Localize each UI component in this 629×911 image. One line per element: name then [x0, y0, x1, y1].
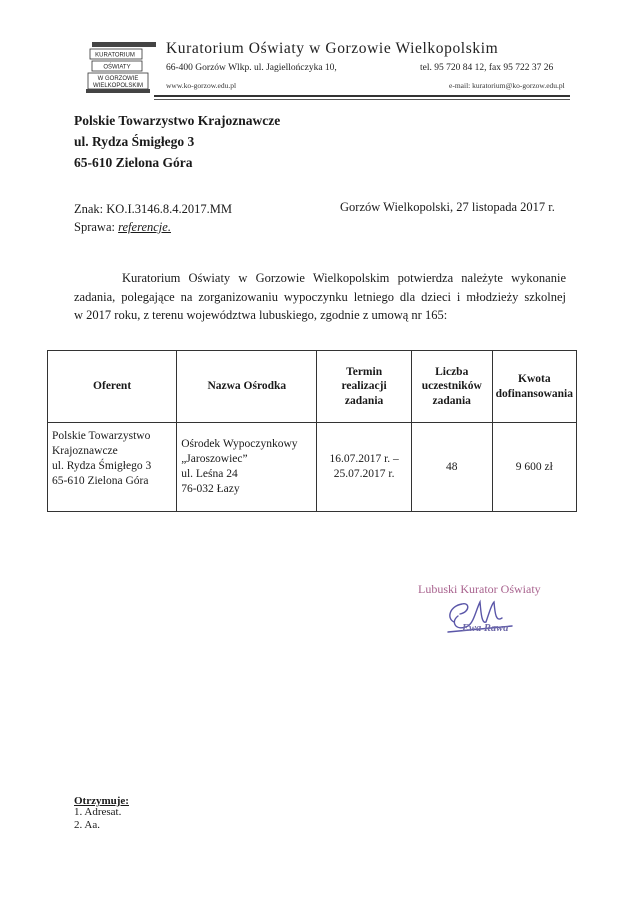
- cell-kwota: 9 600 zł: [492, 423, 576, 512]
- reference-number: Znak: KO.I.3146.8.4.2017.MM: [74, 202, 232, 216]
- header-liczba-2: uczestników: [421, 380, 482, 393]
- logo-line-4: WIELKOPOLSKIM: [92, 83, 144, 89]
- recipients-list: [74, 806, 121, 832]
- cell-termin: [317, 423, 411, 512]
- reference-block: [74, 200, 232, 236]
- header-kwota-2: dofinansowania: [495, 387, 573, 400]
- logo-line-2: OŚWIATY: [103, 64, 131, 71]
- recipient-name: Polskie Towarzystwo Krajoznawcze: [74, 113, 281, 128]
- body-paragraph: [74, 269, 566, 325]
- header-liczba-1: Liczba: [435, 365, 469, 378]
- case-label: Sprawa:: [74, 220, 115, 234]
- header-termin-1: Termin: [346, 365, 383, 378]
- recipients-item-2: 2. Aa.: [74, 819, 100, 831]
- case-value: referencje.: [118, 220, 171, 234]
- header-kwota-1: Kwota: [518, 373, 551, 385]
- signature-name-stamp: Ewa Rawa: [462, 623, 509, 634]
- signature-title-stamp: Lubuski Kurator Oświaty: [418, 582, 541, 596]
- cell-liczba: 48: [411, 423, 492, 512]
- institution-phone: tel. 95 720 84 12, fax 95 722 37 26: [420, 63, 554, 73]
- header-liczba-3: zadania: [432, 394, 471, 407]
- task-table: [47, 350, 577, 512]
- header-nazwa: Nazwa Ośrodka: [177, 351, 317, 423]
- book-logo-icon: [86, 38, 158, 94]
- cell-oferent-line-4: 65-610 Zielona Góra: [52, 475, 149, 487]
- institution-email: e-mail: kuratorium@ko-gorzow.edu.pl: [449, 81, 565, 90]
- recipients-title: Otrzymuje:: [74, 795, 129, 807]
- letterhead-rule-thin: [154, 99, 570, 100]
- header-termin: [317, 351, 411, 423]
- cell-termin-end: 25.07.2017 r.: [333, 468, 395, 480]
- cell-nazwa-line-4: 76-032 Łazy: [181, 483, 240, 495]
- logo-line-3: W GORZOWIE: [97, 76, 139, 82]
- letter-date: Gorzów Wielkopolski, 27 listopada 2017 r.: [340, 200, 555, 214]
- header-termin-3: zadania: [344, 394, 384, 407]
- body-line-3: w 2017 roku, z terenu województwa lubuskiego, zgodnie z umową nr 165:: [74, 308, 448, 322]
- recipient-street: ul. Rydza Śmigłego 3: [74, 134, 195, 149]
- body-line-1: Kuratorium Oświaty w Gorzowie Wielkopolskim potwierdza należyte wykonanie: [122, 271, 566, 285]
- cell-nazwa: [177, 423, 317, 512]
- institution-website: www.ko-gorzow.edu.pl: [166, 81, 237, 90]
- header-termin-2: realizacji: [341, 380, 387, 393]
- recipients-item-1: 1. Adresat.: [74, 806, 122, 818]
- cell-oferent-line-3: ul. Rydza Śmigłego 3: [52, 460, 152, 472]
- cell-oferent-line-1: Polskie Towarzystwo: [52, 430, 151, 442]
- institution-logo: [86, 38, 158, 94]
- table-row: [48, 423, 577, 512]
- institution-address: 66-400 Gorzów Wlkp. ul. Jagiellończyka 10,: [166, 63, 337, 73]
- cell-nazwa-line-3: ul. Leśna 24: [181, 468, 238, 480]
- cell-oferent-line-2: Krajoznawcze: [52, 445, 118, 457]
- logo-line-1: KURATORIUM: [95, 52, 135, 59]
- recipient-block: [74, 110, 280, 173]
- header-liczba: [411, 351, 492, 423]
- header-oferent: Oferent: [48, 351, 177, 423]
- body-line-2: zadania, polegające na zorganizowaniu wypoczynku letniego dla dzieci i młodzieży szkolnej: [74, 289, 566, 304]
- header-kwota: [492, 351, 576, 423]
- cell-nazwa-line-1: Ośrodek Wypoczynkowy: [181, 438, 298, 450]
- recipient-city: 65-610 Zielona Góra: [74, 155, 193, 170]
- letterhead-rule: [154, 95, 570, 97]
- institution-name: Kuratorium Oświaty w Gorzowie Wielkopolskim: [166, 40, 499, 57]
- cell-termin-start: 16.07.2017 r. –: [329, 453, 399, 465]
- table-header-row: [48, 351, 577, 423]
- cell-oferent: [48, 423, 177, 512]
- case-line: [74, 218, 232, 236]
- cell-nazwa-line-2: „Jaroszowiec”: [181, 453, 248, 465]
